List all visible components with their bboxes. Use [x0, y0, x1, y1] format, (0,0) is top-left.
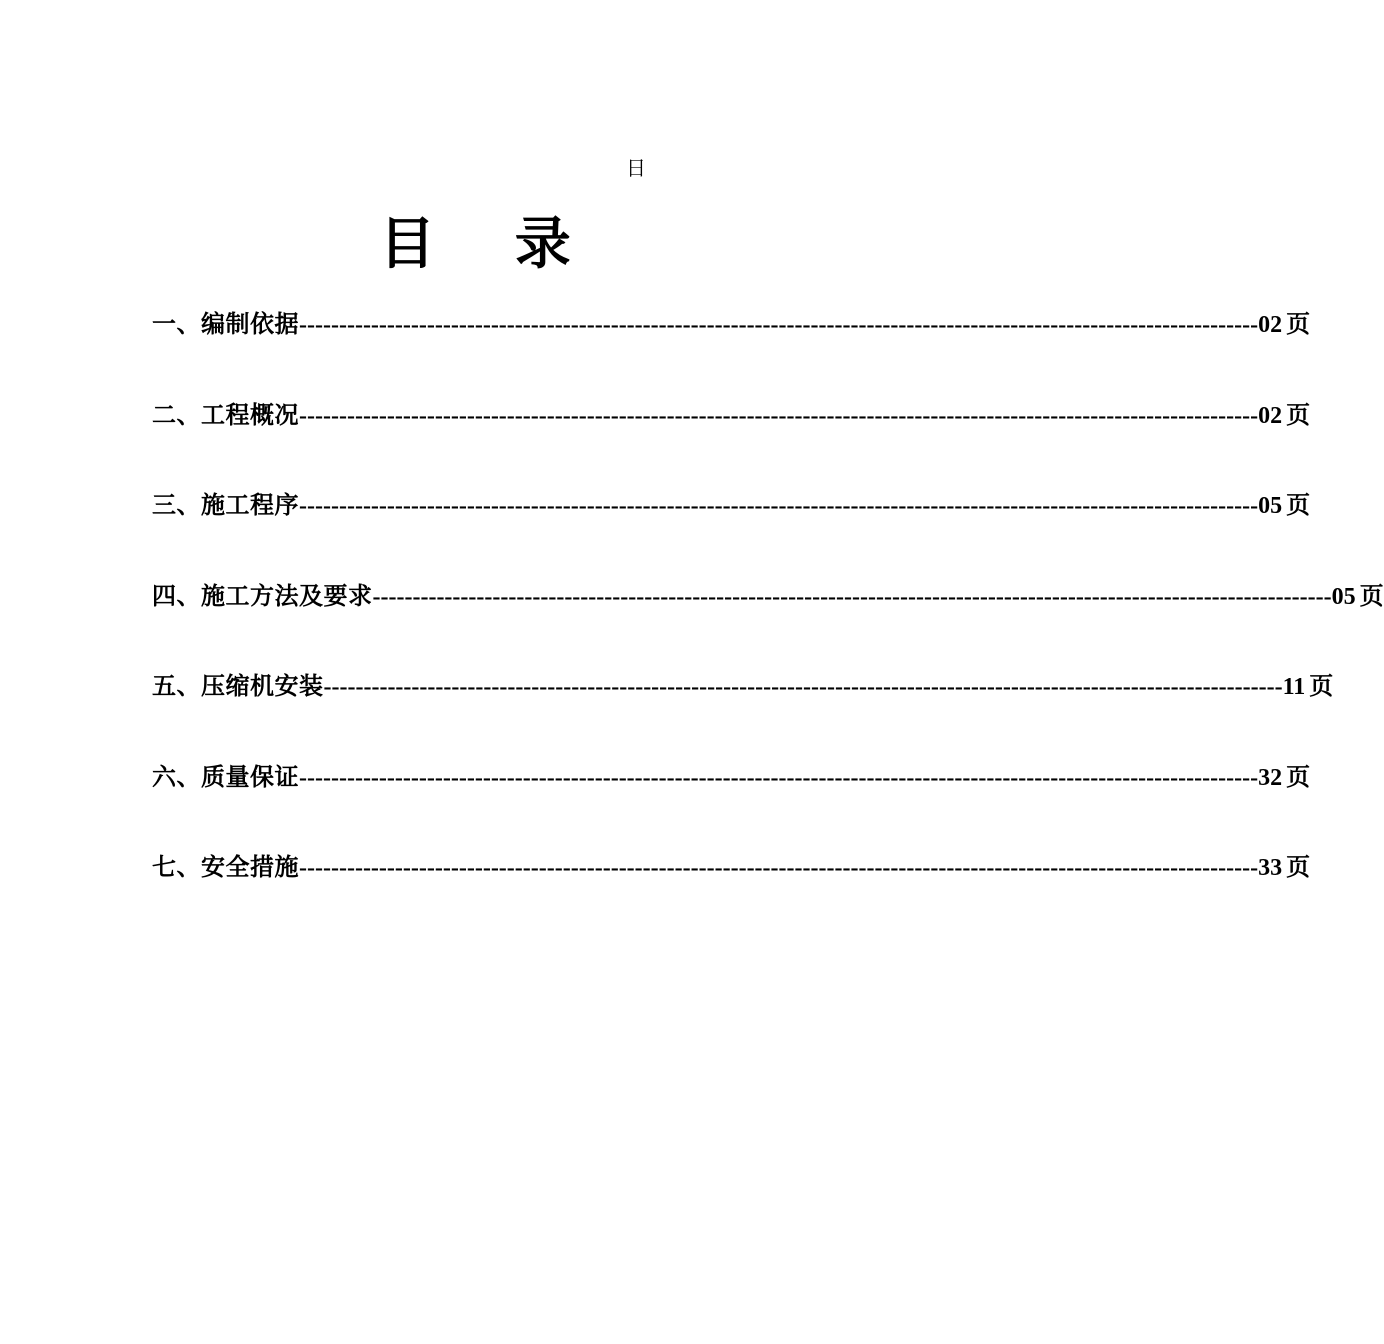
toc-page-number: 02: [1258, 312, 1283, 338]
toc-entry-4[interactable]: [152, 576, 1384, 616]
toc-entry-label: 六、质量保证: [152, 762, 299, 791]
toc-page-number: 05: [1331, 583, 1356, 610]
toc-entry-label: 四、施工方法及要求: [152, 581, 373, 610]
toc-entry-5[interactable]: [152, 666, 1334, 706]
toc-list: [152, 304, 1384, 938]
toc-leader-dashes: ------------------------------------------------------------------------------------------------------------------------: [323, 674, 1283, 700]
toc-entry-label: 一、编制依据: [152, 310, 299, 338]
toc-page-number: 05: [1258, 493, 1283, 519]
toc-page-unit: 页: [1286, 400, 1311, 429]
toc-page-number: 33: [1258, 855, 1283, 881]
toc-page-unit: 页: [1359, 581, 1384, 610]
toc-page-number: 32: [1258, 764, 1283, 791]
toc-entry-6[interactable]: [152, 757, 1311, 797]
toc-leader-dashes: ------------------------------------------------------------------------------------------------------------------------: [299, 493, 1259, 519]
toc-page-number: 02: [1258, 402, 1283, 429]
header-character: 日: [626, 156, 646, 180]
toc-page-unit: 页: [1286, 762, 1311, 791]
toc-leader-dashes: ------------------------------------------------------------------------------------------------------------------------: [299, 764, 1259, 791]
toc-leader-dashes: ------------------------------------------------------------------------------------------------------------------------: [299, 312, 1259, 338]
toc-leader-dashes: ------------------------------------------------------------------------------------------------------------------------: [299, 855, 1259, 881]
toc-entry-7[interactable]: [152, 847, 1311, 887]
toc-entry-label: 七、安全措施: [152, 853, 299, 881]
toc-entry-label: 五、压缩机安装: [152, 672, 324, 700]
toc-leader-dashes: ------------------------------------------------------------------------------------------------------------------------: [372, 583, 1332, 610]
toc-page-unit: 页: [1286, 853, 1311, 881]
toc-page-unit: 页: [1309, 672, 1334, 700]
toc-leader-dashes: ------------------------------------------------------------------------------------------------------------------------: [299, 402, 1259, 429]
toc-entry-label: 二、工程概况: [152, 400, 299, 429]
toc-entry-2[interactable]: [152, 395, 1311, 435]
toc-page-unit: 页: [1286, 310, 1311, 338]
toc-entry-1[interactable]: [152, 304, 1311, 344]
toc-page-unit: 页: [1286, 491, 1311, 519]
toc-entry-3[interactable]: [152, 485, 1311, 525]
page-title: 目 录: [379, 211, 601, 277]
toc-page-number: 11: [1282, 674, 1306, 700]
toc-entry-label: 三、施工程序: [152, 491, 299, 519]
